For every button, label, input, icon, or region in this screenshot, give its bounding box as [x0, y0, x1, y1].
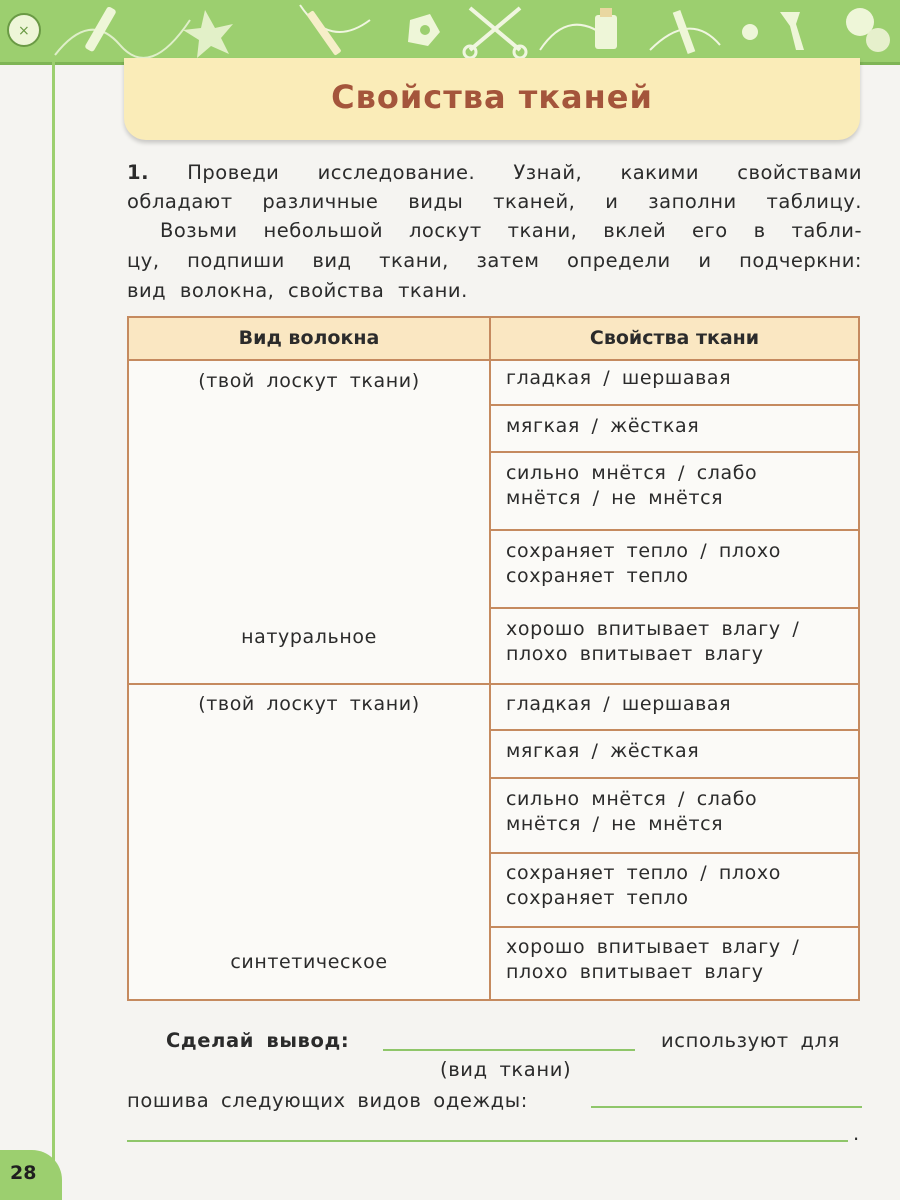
conclusion-line-2: пошива следующих видов одежды:: [127, 1089, 528, 1112]
patch-placeholder-label: (твой лоскут ткани): [198, 693, 420, 715]
clothing-types-blank-2[interactable]: [127, 1140, 848, 1142]
task-line-3: Возьми небольшой лоскут ткани, вклей его в табли-: [160, 219, 862, 242]
craft-tools-pattern: [0, 0, 900, 62]
task-line-1: [127, 158, 862, 187]
property-creasing: сильно мнётся / слабо мнётся / не мнётся: [506, 462, 758, 509]
property-softness: мягкая / жёсткая: [506, 740, 700, 762]
row-divider: [491, 404, 858, 406]
fabric-type-hint: (вид ткани): [440, 1058, 572, 1081]
task-number: 1.: [127, 161, 149, 184]
row-divider: [491, 926, 858, 928]
row-divider: [491, 607, 858, 609]
svg-text:×: ×: [18, 23, 30, 39]
property-smoothness: гладкая / шершавая: [506, 693, 732, 715]
page-number: 28: [10, 1162, 37, 1184]
patch-placeholder-label: (твой лоскут ткани): [198, 370, 420, 392]
header-fabric-properties: Свойства ткани: [491, 318, 858, 361]
property-absorbency: хорошо впитывает влагу / плохо впитывает влагу: [506, 936, 800, 983]
conclusion-label: Сделай вывод:: [166, 1029, 350, 1052]
task-line-2: обладают различные виды тканей, и заполни таблицу.: [127, 190, 862, 213]
task-text-1: Проведи исследование. Узнай, какими свойствами: [187, 161, 862, 184]
used-for-text: используют для: [661, 1029, 840, 1052]
group-divider: [129, 683, 858, 685]
header-fiber-type: Вид волокна: [129, 318, 489, 361]
fabric-properties-table: [127, 316, 860, 1001]
row-divider: [491, 529, 858, 531]
end-period: .: [853, 1122, 860, 1145]
property-warmth: сохраняет тепло / плохо сохраняет тепло: [506, 862, 781, 909]
row-divider: [491, 729, 858, 731]
fiber-synthetic: синтетическое: [230, 951, 388, 973]
fabric-type-blank[interactable]: [383, 1049, 635, 1051]
property-softness: мягкая / жёсткая: [506, 415, 700, 437]
row-divider: [491, 777, 858, 779]
row-divider: [491, 451, 858, 453]
decorative-header-band: [0, 0, 900, 65]
property-smoothness: гладкая / шершавая: [506, 367, 732, 389]
property-warmth: сохраняет тепло / плохо сохраняет тепло: [506, 540, 781, 587]
page-title: Свойства тканей: [331, 78, 653, 116]
title-banner: [124, 58, 860, 140]
left-margin-rule: [52, 62, 55, 1162]
property-absorbency: хорошо впитывает влагу / плохо впитывает влагу: [506, 618, 800, 665]
row-divider: [491, 852, 858, 854]
column-divider: [489, 318, 491, 999]
property-creasing: сильно мнётся / слабо мнётся / не мнётся: [506, 788, 758, 835]
task-line-4: цу, подпиши вид ткани, затем определи и подчеркни:: [127, 249, 862, 272]
fiber-natural: натуральное: [241, 626, 377, 648]
task-line-5: вид волокна, свойства ткани.: [127, 279, 468, 302]
clothing-types-blank[interactable]: [591, 1106, 862, 1108]
